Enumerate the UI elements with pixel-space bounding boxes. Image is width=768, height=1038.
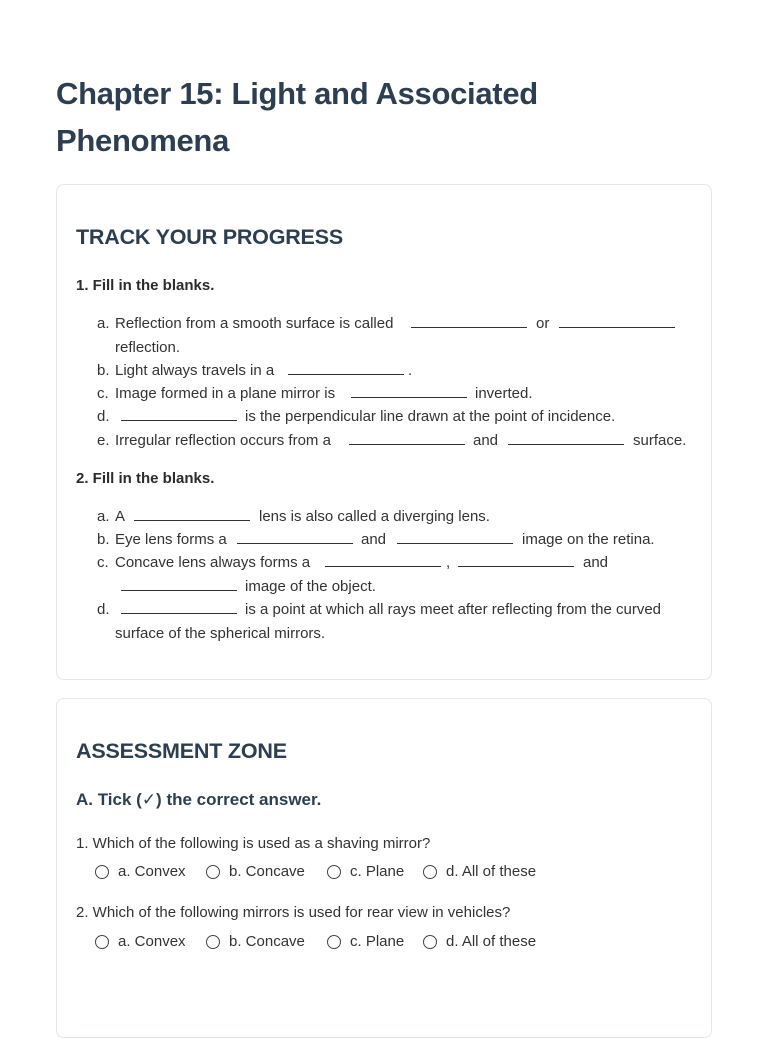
item-marker: b. bbox=[97, 531, 110, 548]
item-text: and bbox=[473, 432, 499, 449]
item-text: and bbox=[361, 531, 387, 548]
radio-button[interactable] bbox=[327, 935, 341, 949]
list-item-1a bbox=[57, 312, 697, 335]
item-marker: b. bbox=[97, 362, 110, 379]
list-item-2a bbox=[57, 505, 697, 528]
list-item-1a-continued bbox=[57, 336, 697, 359]
item-text: Image formed in a plane mirror is bbox=[115, 385, 336, 402]
item-text: is a point at which all rays meet after reflecting from the curved bbox=[245, 601, 662, 618]
option-label: b. Concave bbox=[229, 863, 305, 880]
blank-line bbox=[411, 312, 527, 328]
blank-line bbox=[288, 359, 404, 375]
option-label: a. Convex bbox=[118, 933, 186, 950]
option-label: d. All of these bbox=[446, 933, 537, 950]
blank-line bbox=[397, 528, 513, 544]
mcq-options-2 bbox=[95, 932, 695, 952]
section-title-assessment: ASSESSMENT ZONE bbox=[76, 739, 287, 763]
list-item-1e bbox=[57, 429, 697, 452]
item-text: reflection. bbox=[115, 339, 181, 356]
assessment-card bbox=[56, 698, 712, 1038]
option-label: d. All of these bbox=[446, 863, 537, 880]
question-1-heading: 1. Fill in the blanks. bbox=[76, 277, 215, 294]
item-text: is the perpendicular line drawn at the point of incidence. bbox=[245, 408, 616, 425]
item-text: lens is also called a diverging lens. bbox=[259, 508, 490, 525]
list-item-1b bbox=[57, 359, 697, 382]
list-item-2c bbox=[57, 551, 697, 574]
item-text: surface of the spherical mirrors. bbox=[115, 625, 326, 642]
mcq-options-1 bbox=[95, 862, 695, 882]
item-marker: d. bbox=[97, 601, 110, 618]
radio-button[interactable] bbox=[206, 935, 220, 949]
radio-button[interactable] bbox=[327, 865, 341, 879]
tick-answer-heading: A. Tick (✓) the correct answer. bbox=[76, 790, 322, 809]
blank-line bbox=[351, 382, 467, 398]
question-2-heading: 2. Fill in the blanks. bbox=[76, 470, 215, 487]
section-title-track: TRACK YOUR PROGRESS bbox=[76, 225, 343, 249]
blank-line bbox=[508, 429, 624, 445]
item-text: Eye lens forms a bbox=[115, 531, 227, 548]
item-marker: c. bbox=[97, 554, 109, 571]
blank-line bbox=[121, 405, 237, 421]
blank-line bbox=[134, 505, 250, 521]
radio-button[interactable] bbox=[423, 935, 437, 949]
page-title: Chapter 15: Light and Associated Phenomena bbox=[56, 76, 538, 158]
list-item-2c-continued bbox=[57, 575, 697, 598]
blank-line bbox=[121, 598, 237, 614]
list-item-2b bbox=[57, 528, 697, 551]
item-text: , bbox=[446, 554, 451, 571]
item-text: surface. bbox=[633, 432, 687, 449]
item-marker: a. bbox=[97, 315, 110, 332]
radio-button[interactable] bbox=[95, 865, 109, 879]
list-item-1d bbox=[57, 405, 697, 428]
item-text: Reflection from a smooth surface is called bbox=[115, 315, 394, 332]
track-progress-card bbox=[56, 184, 712, 680]
blank-line bbox=[121, 575, 237, 591]
item-text: . bbox=[408, 362, 413, 379]
mcq-question-1: 1. Which of the following is used as a shaving mirror? bbox=[76, 835, 431, 852]
item-marker: c. bbox=[97, 385, 109, 402]
item-text: Light always travels in a bbox=[115, 362, 275, 379]
item-text: inverted. bbox=[475, 385, 533, 402]
blank-line bbox=[559, 312, 675, 328]
option-label: c. Plane bbox=[350, 863, 405, 880]
item-marker: e. bbox=[97, 432, 110, 449]
list-item-2d-continued bbox=[57, 622, 697, 645]
radio-button[interactable] bbox=[95, 935, 109, 949]
blank-line bbox=[325, 551, 441, 567]
radio-button[interactable] bbox=[206, 865, 220, 879]
blank-line bbox=[237, 528, 353, 544]
item-text: image of the object. bbox=[245, 578, 376, 595]
blank-line bbox=[458, 551, 574, 567]
item-text: A bbox=[115, 508, 126, 525]
list-item-2d bbox=[57, 598, 697, 621]
option-label: b. Concave bbox=[229, 933, 305, 950]
item-marker: a. bbox=[97, 508, 110, 525]
item-text: image on the retina. bbox=[522, 531, 655, 548]
item-text: Concave lens always forms a bbox=[115, 554, 311, 571]
option-label: a. Convex bbox=[118, 863, 186, 880]
item-text: or bbox=[536, 315, 550, 332]
blank-line bbox=[349, 429, 465, 445]
option-label: c. Plane bbox=[350, 933, 405, 950]
item-text: and bbox=[583, 554, 609, 571]
item-text: Irregular reflection occurs from a bbox=[115, 432, 331, 449]
mcq-question-2: 2. Which of the following mirrors is used for rear view in vehicles? bbox=[76, 904, 511, 921]
list-item-1c bbox=[57, 382, 697, 405]
item-marker: d. bbox=[97, 408, 110, 425]
radio-button[interactable] bbox=[423, 865, 437, 879]
